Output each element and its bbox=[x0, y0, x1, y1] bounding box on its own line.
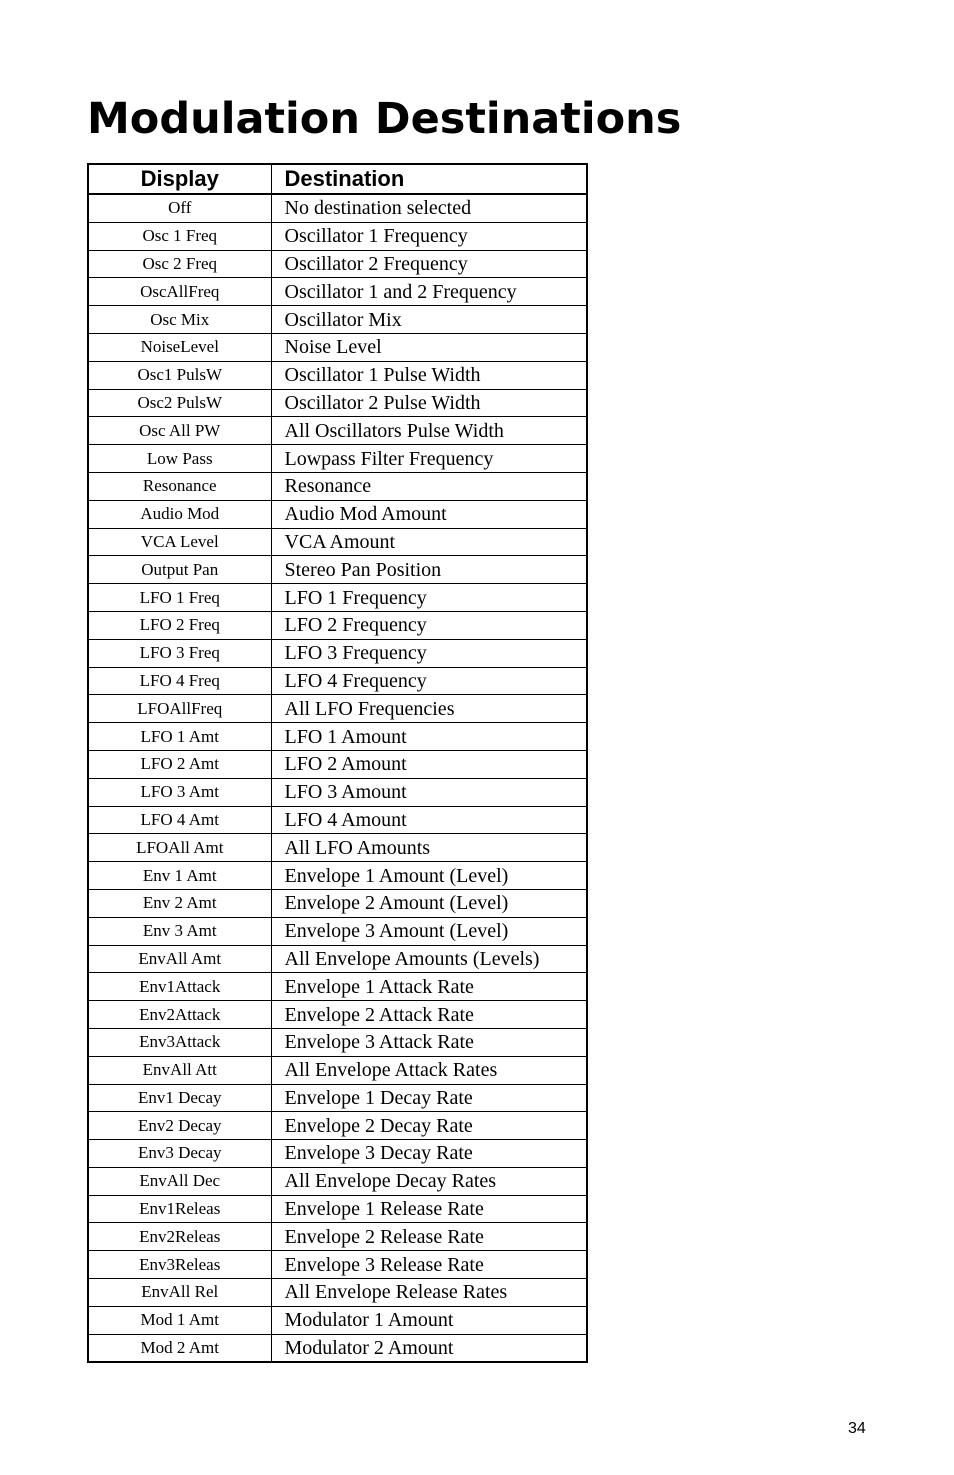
destination-cell: All LFO Amounts bbox=[271, 834, 587, 862]
destination-cell: VCA Amount bbox=[271, 528, 587, 556]
table-row bbox=[88, 1140, 587, 1168]
display-cell: Low Pass bbox=[88, 445, 271, 473]
destination-cell: Audio Mod Amount bbox=[271, 500, 587, 528]
destination-cell: LFO 2 Frequency bbox=[271, 611, 587, 639]
destination-cell: Envelope 3 Amount (Level) bbox=[271, 917, 587, 945]
destination-cell: Oscillator 2 Frequency bbox=[271, 250, 587, 278]
destination-cell: Envelope 1 Release Rate bbox=[271, 1195, 587, 1223]
table-row bbox=[88, 945, 587, 973]
display-cell: Osc 2 Freq bbox=[88, 250, 271, 278]
display-cell: NoiseLevel bbox=[88, 333, 271, 361]
table-row bbox=[88, 723, 587, 751]
table-row bbox=[88, 194, 587, 222]
display-cell: Audio Mod bbox=[88, 500, 271, 528]
display-cell: Env2Attack bbox=[88, 1001, 271, 1029]
display-cell: LFO 4 Freq bbox=[88, 667, 271, 695]
destination-cell: Stereo Pan Position bbox=[271, 556, 587, 584]
destination-cell: Envelope 1 Attack Rate bbox=[271, 973, 587, 1001]
display-cell: Env1Attack bbox=[88, 973, 271, 1001]
table-row bbox=[88, 862, 587, 890]
display-cell: Env 1 Amt bbox=[88, 862, 271, 890]
display-cell: LFO 4 Amt bbox=[88, 806, 271, 834]
display-cell: Osc2 PulsW bbox=[88, 389, 271, 417]
destination-cell: All Envelope Amounts (Levels) bbox=[271, 945, 587, 973]
table-row bbox=[88, 1112, 587, 1140]
destination-cell: LFO 4 Amount bbox=[271, 806, 587, 834]
display-cell: Mod 1 Amt bbox=[88, 1306, 271, 1334]
destination-cell: Noise Level bbox=[271, 333, 587, 361]
page-title: Modulation Destinations bbox=[87, 94, 682, 144]
display-cell: Osc1 PulsW bbox=[88, 361, 271, 389]
table-row bbox=[88, 584, 587, 612]
table-row bbox=[88, 472, 587, 500]
display-cell: EnvAll Amt bbox=[88, 945, 271, 973]
display-cell: Osc All PW bbox=[88, 417, 271, 445]
destination-cell: Envelope 2 Release Rate bbox=[271, 1223, 587, 1251]
destination-cell: Oscillator 1 and 2 Frequency bbox=[271, 278, 587, 306]
table-row bbox=[88, 973, 587, 1001]
table-row bbox=[88, 1056, 587, 1084]
destination-cell: Oscillator 2 Pulse Width bbox=[271, 389, 587, 417]
destination-cell: All Envelope Attack Rates bbox=[271, 1056, 587, 1084]
table-row bbox=[88, 1028, 587, 1056]
table-row bbox=[88, 667, 587, 695]
destination-cell: Modulator 2 Amount bbox=[271, 1334, 587, 1362]
destination-cell: Lowpass Filter Frequency bbox=[271, 445, 587, 473]
table-row bbox=[88, 1223, 587, 1251]
table-row bbox=[88, 639, 587, 667]
destination-cell: All Oscillators Pulse Width bbox=[271, 417, 587, 445]
destination-cell: Envelope 2 Decay Rate bbox=[271, 1112, 587, 1140]
table-row bbox=[88, 889, 587, 917]
table-row bbox=[88, 361, 587, 389]
table-row bbox=[88, 778, 587, 806]
destination-cell: Envelope 3 Decay Rate bbox=[271, 1140, 587, 1168]
destination-cell: Envelope 2 Amount (Level) bbox=[271, 889, 587, 917]
table-row bbox=[88, 250, 587, 278]
display-cell: EnvAll Att bbox=[88, 1056, 271, 1084]
display-cell: Env1 Decay bbox=[88, 1084, 271, 1112]
display-cell: LFO 1 Freq bbox=[88, 584, 271, 612]
destination-cell: Oscillator 1 Frequency bbox=[271, 222, 587, 250]
destination-cell: No destination selected bbox=[271, 194, 587, 222]
destination-cell: LFO 4 Frequency bbox=[271, 667, 587, 695]
display-cell: LFO 3 Freq bbox=[88, 639, 271, 667]
display-cell: Env2Releas bbox=[88, 1223, 271, 1251]
display-cell: EnvAll Dec bbox=[88, 1167, 271, 1195]
table-row bbox=[88, 1251, 587, 1279]
table-row bbox=[88, 528, 587, 556]
destination-cell: LFO 3 Amount bbox=[271, 778, 587, 806]
table-row bbox=[88, 222, 587, 250]
table-row bbox=[88, 917, 587, 945]
table-row bbox=[88, 1279, 587, 1307]
destination-cell: All Envelope Decay Rates bbox=[271, 1167, 587, 1195]
display-cell: VCA Level bbox=[88, 528, 271, 556]
table-row bbox=[88, 806, 587, 834]
destination-cell: Envelope 1 Amount (Level) bbox=[271, 862, 587, 890]
destination-cell: LFO 1 Frequency bbox=[271, 584, 587, 612]
destination-cell: Oscillator 1 Pulse Width bbox=[271, 361, 587, 389]
display-cell: LFOAll Amt bbox=[88, 834, 271, 862]
table-row bbox=[88, 750, 587, 778]
table-row bbox=[88, 834, 587, 862]
display-cell: Env2 Decay bbox=[88, 1112, 271, 1140]
display-cell: Resonance bbox=[88, 472, 271, 500]
table-row bbox=[88, 556, 587, 584]
display-cell: Env 3 Amt bbox=[88, 917, 271, 945]
display-cell: LFO 2 Amt bbox=[88, 750, 271, 778]
page-number: 34 bbox=[848, 1420, 866, 1437]
table-row bbox=[88, 611, 587, 639]
display-cell: LFO 3 Amt bbox=[88, 778, 271, 806]
destination-cell: Resonance bbox=[271, 472, 587, 500]
table-row bbox=[88, 1195, 587, 1223]
destination-cell: Oscillator Mix bbox=[271, 306, 587, 334]
column-header-display: Display bbox=[88, 164, 271, 194]
destination-cell: LFO 1 Amount bbox=[271, 723, 587, 751]
table-row bbox=[88, 417, 587, 445]
display-cell: LFOAllFreq bbox=[88, 695, 271, 723]
display-cell: Osc Mix bbox=[88, 306, 271, 334]
destination-cell: Envelope 3 Attack Rate bbox=[271, 1028, 587, 1056]
display-cell: Output Pan bbox=[88, 556, 271, 584]
table-header-row bbox=[88, 164, 587, 194]
table-row bbox=[88, 1334, 587, 1362]
display-cell: Env3Attack bbox=[88, 1028, 271, 1056]
display-cell: Env 2 Amt bbox=[88, 889, 271, 917]
table-row bbox=[88, 306, 587, 334]
display-cell: Mod 2 Amt bbox=[88, 1334, 271, 1362]
display-cell: LFO 1 Amt bbox=[88, 723, 271, 751]
destination-cell: LFO 3 Frequency bbox=[271, 639, 587, 667]
table-row bbox=[88, 500, 587, 528]
destination-cell: All Envelope Release Rates bbox=[271, 1279, 587, 1307]
display-cell: Env1Releas bbox=[88, 1195, 271, 1223]
table-row bbox=[88, 1306, 587, 1334]
display-cell: Env3Releas bbox=[88, 1251, 271, 1279]
destination-cell: All LFO Frequencies bbox=[271, 695, 587, 723]
destination-cell: LFO 2 Amount bbox=[271, 750, 587, 778]
display-cell: LFO 2 Freq bbox=[88, 611, 271, 639]
table-row bbox=[88, 445, 587, 473]
table-row bbox=[88, 1084, 587, 1112]
table-row bbox=[88, 333, 587, 361]
table-row bbox=[88, 695, 587, 723]
table-row bbox=[88, 1167, 587, 1195]
column-header-destination: Destination bbox=[271, 164, 587, 194]
table-row bbox=[88, 389, 587, 417]
modulation-destinations-table bbox=[87, 163, 588, 1363]
destination-cell: Envelope 1 Decay Rate bbox=[271, 1084, 587, 1112]
display-cell: OscAllFreq bbox=[88, 278, 271, 306]
display-cell: Osc 1 Freq bbox=[88, 222, 271, 250]
destination-cell: Envelope 3 Release Rate bbox=[271, 1251, 587, 1279]
destination-cell: Modulator 1 Amount bbox=[271, 1306, 587, 1334]
table-row bbox=[88, 278, 587, 306]
destination-cell: Envelope 2 Attack Rate bbox=[271, 1001, 587, 1029]
table-body bbox=[88, 194, 587, 1362]
display-cell: EnvAll Rel bbox=[88, 1279, 271, 1307]
table-row bbox=[88, 1001, 587, 1029]
display-cell: Env3 Decay bbox=[88, 1140, 271, 1168]
display-cell: Off bbox=[88, 194, 271, 222]
